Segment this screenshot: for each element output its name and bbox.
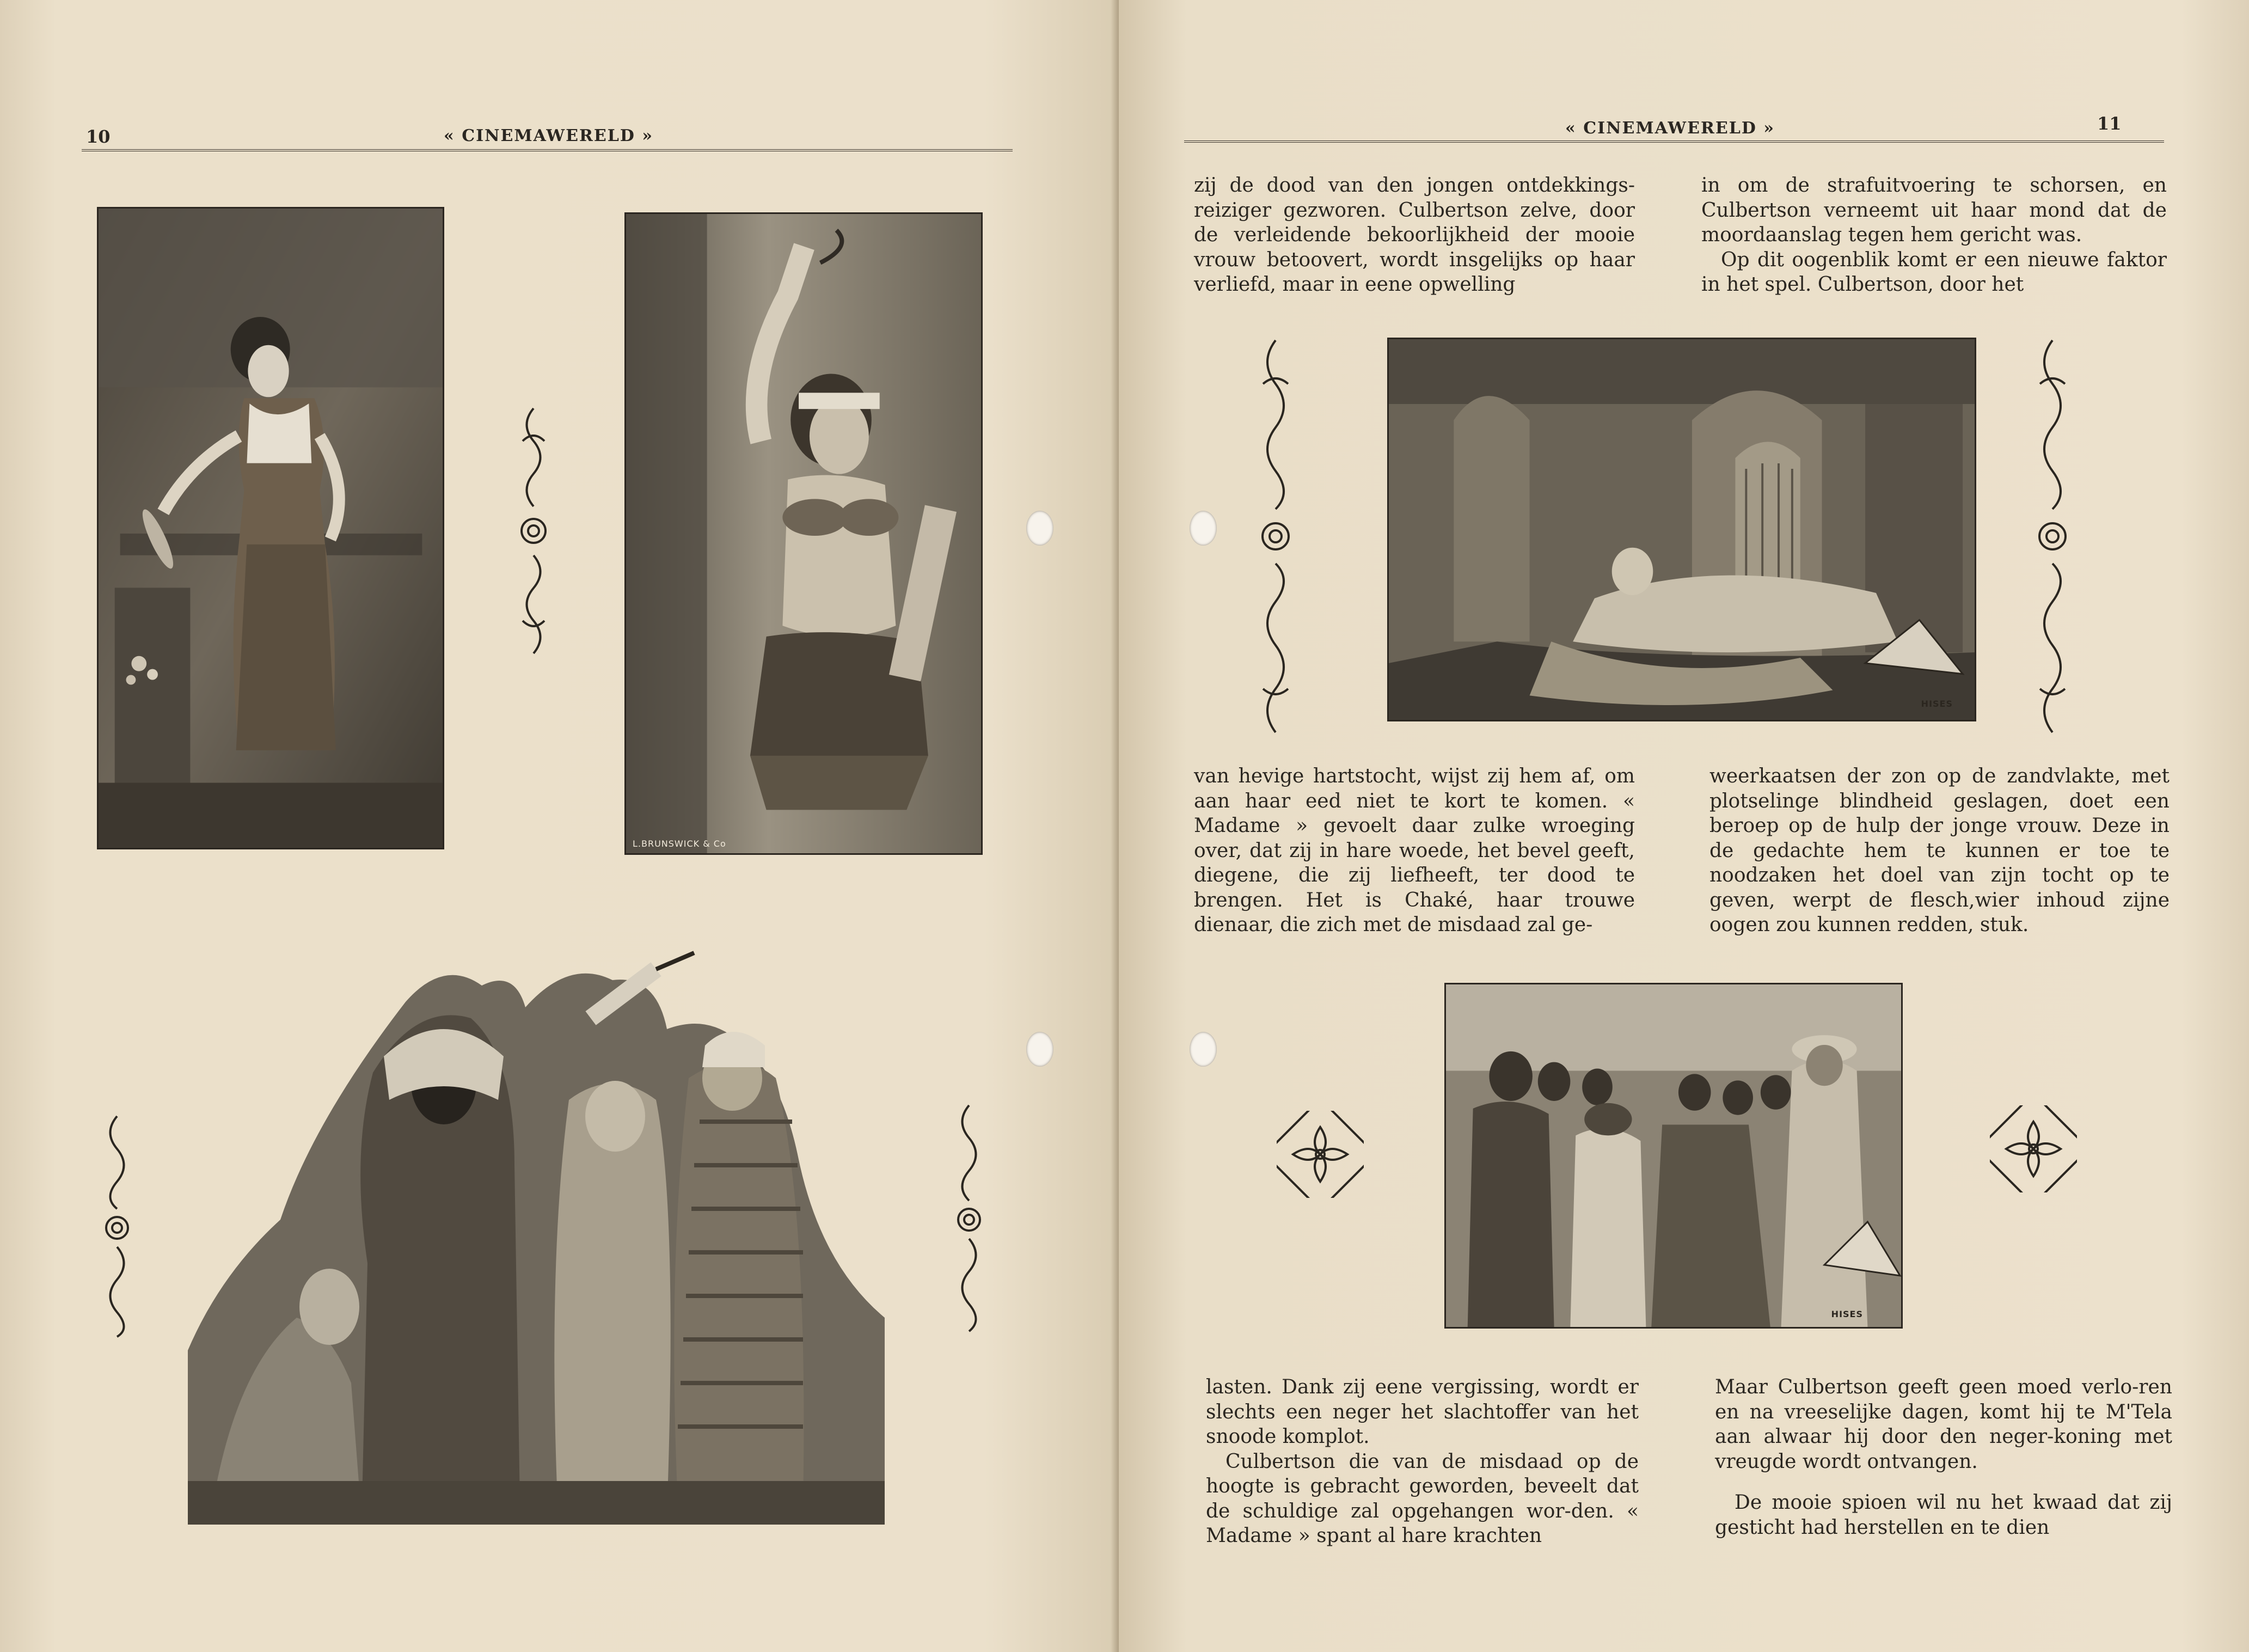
running-header: « CINEMAWERELD » xyxy=(444,126,654,145)
running-header: « CINEMAWERELD » xyxy=(1565,119,1775,138)
rosette-ornament-svg xyxy=(1277,1111,1364,1198)
scroll-ornament-icon xyxy=(1257,335,1295,738)
scroll-ornament-svg xyxy=(953,1100,985,1334)
paragraph: Culbertson die van de misdaad op de hoogte is gebracht geworden, beveelt dat de schuldige zal opgehangen wor-den. « Madame » spant al hare krachten xyxy=(1206,1450,1639,1547)
scroll-ornament-icon xyxy=(2033,335,2072,738)
photo-woman-mirror-image xyxy=(99,209,443,848)
photo-explorer-natives-image xyxy=(1446,984,1901,1327)
text-column-mid-left xyxy=(1194,764,1635,938)
paragraph: in om de strafuitvoering te schorsen, en Culbertson verneemt uit haar mond dat de moordaanslag tegen hem gericht was. xyxy=(1701,174,2167,246)
text-column-top-left xyxy=(1194,173,1635,297)
text-column-mid-right xyxy=(1709,764,2170,938)
photo-credit: HISES xyxy=(1831,1309,1863,1319)
page-number: 11 xyxy=(2097,113,2122,134)
scroll-ornament-icon xyxy=(953,1100,985,1334)
header-rule xyxy=(82,149,1013,151)
paragraph: van hevige hartstocht, wijst zij hem af, om aan haar eed niet te kort te komen. « Madame » gevoelt daar zulke wroeging over, dat zij in hare woede, het bevel geeft, diegene, die zij liefheeft, ter dood te brengen. Het is Chaké, haar trouwe dienaar, die zich met de misdaad zal ge- xyxy=(1194,765,1635,936)
photo-credit: HISES xyxy=(1921,699,1953,709)
rosette-ornament-svg xyxy=(1990,1105,2077,1192)
page-number: 10 xyxy=(86,126,111,147)
text-column-bottom-right xyxy=(1715,1375,2172,1540)
rosette-ornament-icon xyxy=(1990,1105,2077,1192)
photo-palace-interior-image xyxy=(1389,339,1975,720)
left-page xyxy=(0,0,1119,1652)
photo-dancer-dagger xyxy=(624,212,983,855)
binding-hole xyxy=(1190,511,1217,546)
binding-hole xyxy=(1026,1032,1053,1067)
photo-explorer-natives xyxy=(1444,983,1903,1329)
paragraph: zij de dood van den jongen ontdekkings-reiziger gezworen. Culbertson zelve, door de verleidende bekoorlijkheid der mooie vrouw betoovert, wordt insgelijks op haar verliefd, maar in eene opwelling xyxy=(1194,174,1635,296)
rosette-ornament-icon xyxy=(1277,1111,1364,1198)
scroll-ornament-svg xyxy=(517,403,550,659)
header-rule xyxy=(1184,140,2164,143)
paragraph: weerkaatsen der zon op de zandvlakte, met plotselinge blindheid geslagen, doet een beroep op de hulp der jonge vrouw. Deze in de gedachte hem te kunnen er toe te noodzaken het doel van zijn tocht op te geven, werpt de flesch,wier inhoud zijne oogen zou kunnen redden, stuk. xyxy=(1709,765,2170,936)
binding-hole xyxy=(1026,511,1053,546)
scroll-ornament-svg xyxy=(1257,335,1295,738)
text-column-bottom-left xyxy=(1206,1375,1639,1549)
photo-group-scene xyxy=(188,937,885,1525)
scroll-ornament-icon xyxy=(517,403,550,659)
scroll-ornament-svg xyxy=(2033,335,2072,738)
right-page xyxy=(1119,0,2249,1652)
text-column-top-right xyxy=(1701,173,2167,297)
photo-woman-mirror xyxy=(97,207,444,849)
paragraph: De mooie spioen wil nu het kwaad dat zij gesticht had herstellen en te dien xyxy=(1715,1491,2172,1539)
photo-dancer-dagger-image xyxy=(626,214,981,853)
photo-palace-interior xyxy=(1387,338,1976,721)
photo-group-scene-image xyxy=(188,937,885,1525)
paragraph: lasten. Dank zij eene vergissing, wordt er slechts een neger het slachtoffer van het snoode komplot. xyxy=(1206,1376,1639,1448)
photo-credit: L.BRUNSWICK & Co xyxy=(633,839,726,849)
scroll-ornament-svg xyxy=(101,1111,133,1339)
scroll-ornament-icon xyxy=(101,1111,133,1339)
paragraph: Maar Culbertson geeft geen moed verlo-ren en na vreeselijke dagen, komt hij te M'Tela aan alwaar hij door den neger-koning met vreugde wordt ontvangen. xyxy=(1715,1376,2172,1473)
binding-hole xyxy=(1190,1032,1217,1067)
paragraph: Op dit oogenblik komt er een nieuwe faktor in het spel. Culbertson, door het xyxy=(1701,248,2167,296)
